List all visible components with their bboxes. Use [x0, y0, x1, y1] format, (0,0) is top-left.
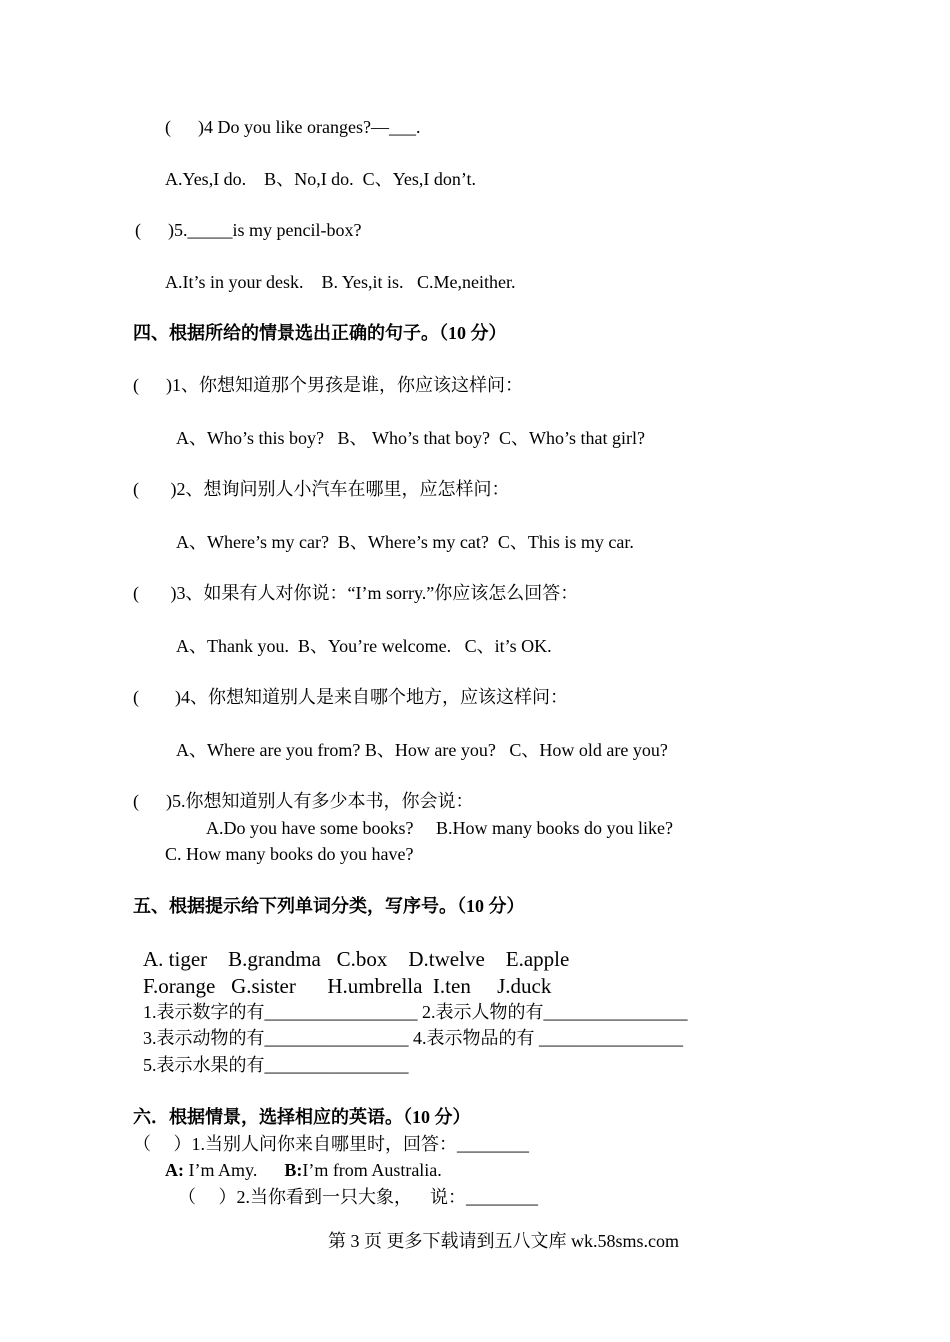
s4-question-3: ( )3、如果有人对你说：“I’m sorry.”你应该怎么回答：	[133, 583, 579, 603]
s6-question-2: （ ）2.当你看到一只大象， 说：________	[178, 1187, 538, 1207]
s4-question-2: ( )2、想询问别人小汽车在哪里，应怎样问：	[133, 479, 510, 499]
s3-question-4: ( )4 Do you like oranges?—___.	[165, 117, 421, 137]
section4-heading: 四、根据所给的情景选出正确的句子。（10 分）	[133, 323, 507, 343]
section6-heading: 六．根据情景，选择相应的英语。（10 分）	[133, 1107, 471, 1127]
s4-question-5: ( )5.你想知道别人有多少本书，你会说：	[133, 791, 474, 811]
s3-question-4-options: A.Yes,I do. B、No,I do. C、Yes,I don’t.	[165, 169, 477, 189]
s6-option-b-label: B:	[284, 1160, 303, 1180]
s4-question-3-options: A、Thank you. B、You’re welcome. C、it’s OK.	[176, 636, 552, 656]
s6-option-a-text: I’m Amy.	[184, 1160, 285, 1180]
section5-heading: 五、根据提示给下列单词分类，写序号。（10 分）	[133, 896, 525, 916]
s6-question-1: （ ）1.当别人问你来自哪里时，回答：________	[133, 1134, 529, 1154]
s6-option-b-text: I’m from Australia.	[302, 1160, 442, 1180]
s4-question-1: ( )1、你想知道那个男孩是谁，你应该这样问：	[133, 375, 523, 395]
s4-question-4-options: A、Where are you from? B、How are you? C、How old are you?	[176, 740, 668, 760]
page-footer: 第 3 页 更多下载请到五八文库 wk.58sms.com	[328, 1231, 679, 1251]
s5-category-line-2: 3.表示动物的有________________ 4.表示物品的有 ________________	[143, 1028, 683, 1048]
s5-category-line-3: 5.表示水果的有________________	[143, 1055, 409, 1075]
s4-question-5-option-c: C. How many books do you have?	[165, 844, 414, 864]
s4-question-1-options: A、Who’s this boy? B、 Who’s that boy? C、Who’s that girl?	[176, 428, 645, 448]
s3-question-5: ( )5._____is my pencil-box?	[135, 220, 362, 240]
s6-question-1-options	[165, 1161, 442, 1179]
s3-question-5-options: A.It’s in your desk. B. Yes,it is. C.Me,neither.	[165, 272, 516, 292]
s4-question-4: ( )4、你想知道别人是来自哪个地方，应该这样问：	[133, 687, 568, 707]
s6-option-a-label: A:	[165, 1160, 184, 1180]
s5-word-list-1: A. tiger B.grandma C.box D.twelve E.apple	[143, 947, 570, 971]
s5-word-list-2: F.orange G.sister H.umbrella I.ten J.duck	[143, 974, 552, 998]
s4-question-2-options: A、Where’s my car? B、Where’s my cat? C、This is my car.	[176, 532, 634, 552]
s4-question-5-options-ab: A.Do you have some books? B.How many books do you like?	[206, 818, 673, 838]
s5-category-line-1: 1.表示数字的有_________________ 2.表示人物的有________________	[143, 1002, 688, 1022]
